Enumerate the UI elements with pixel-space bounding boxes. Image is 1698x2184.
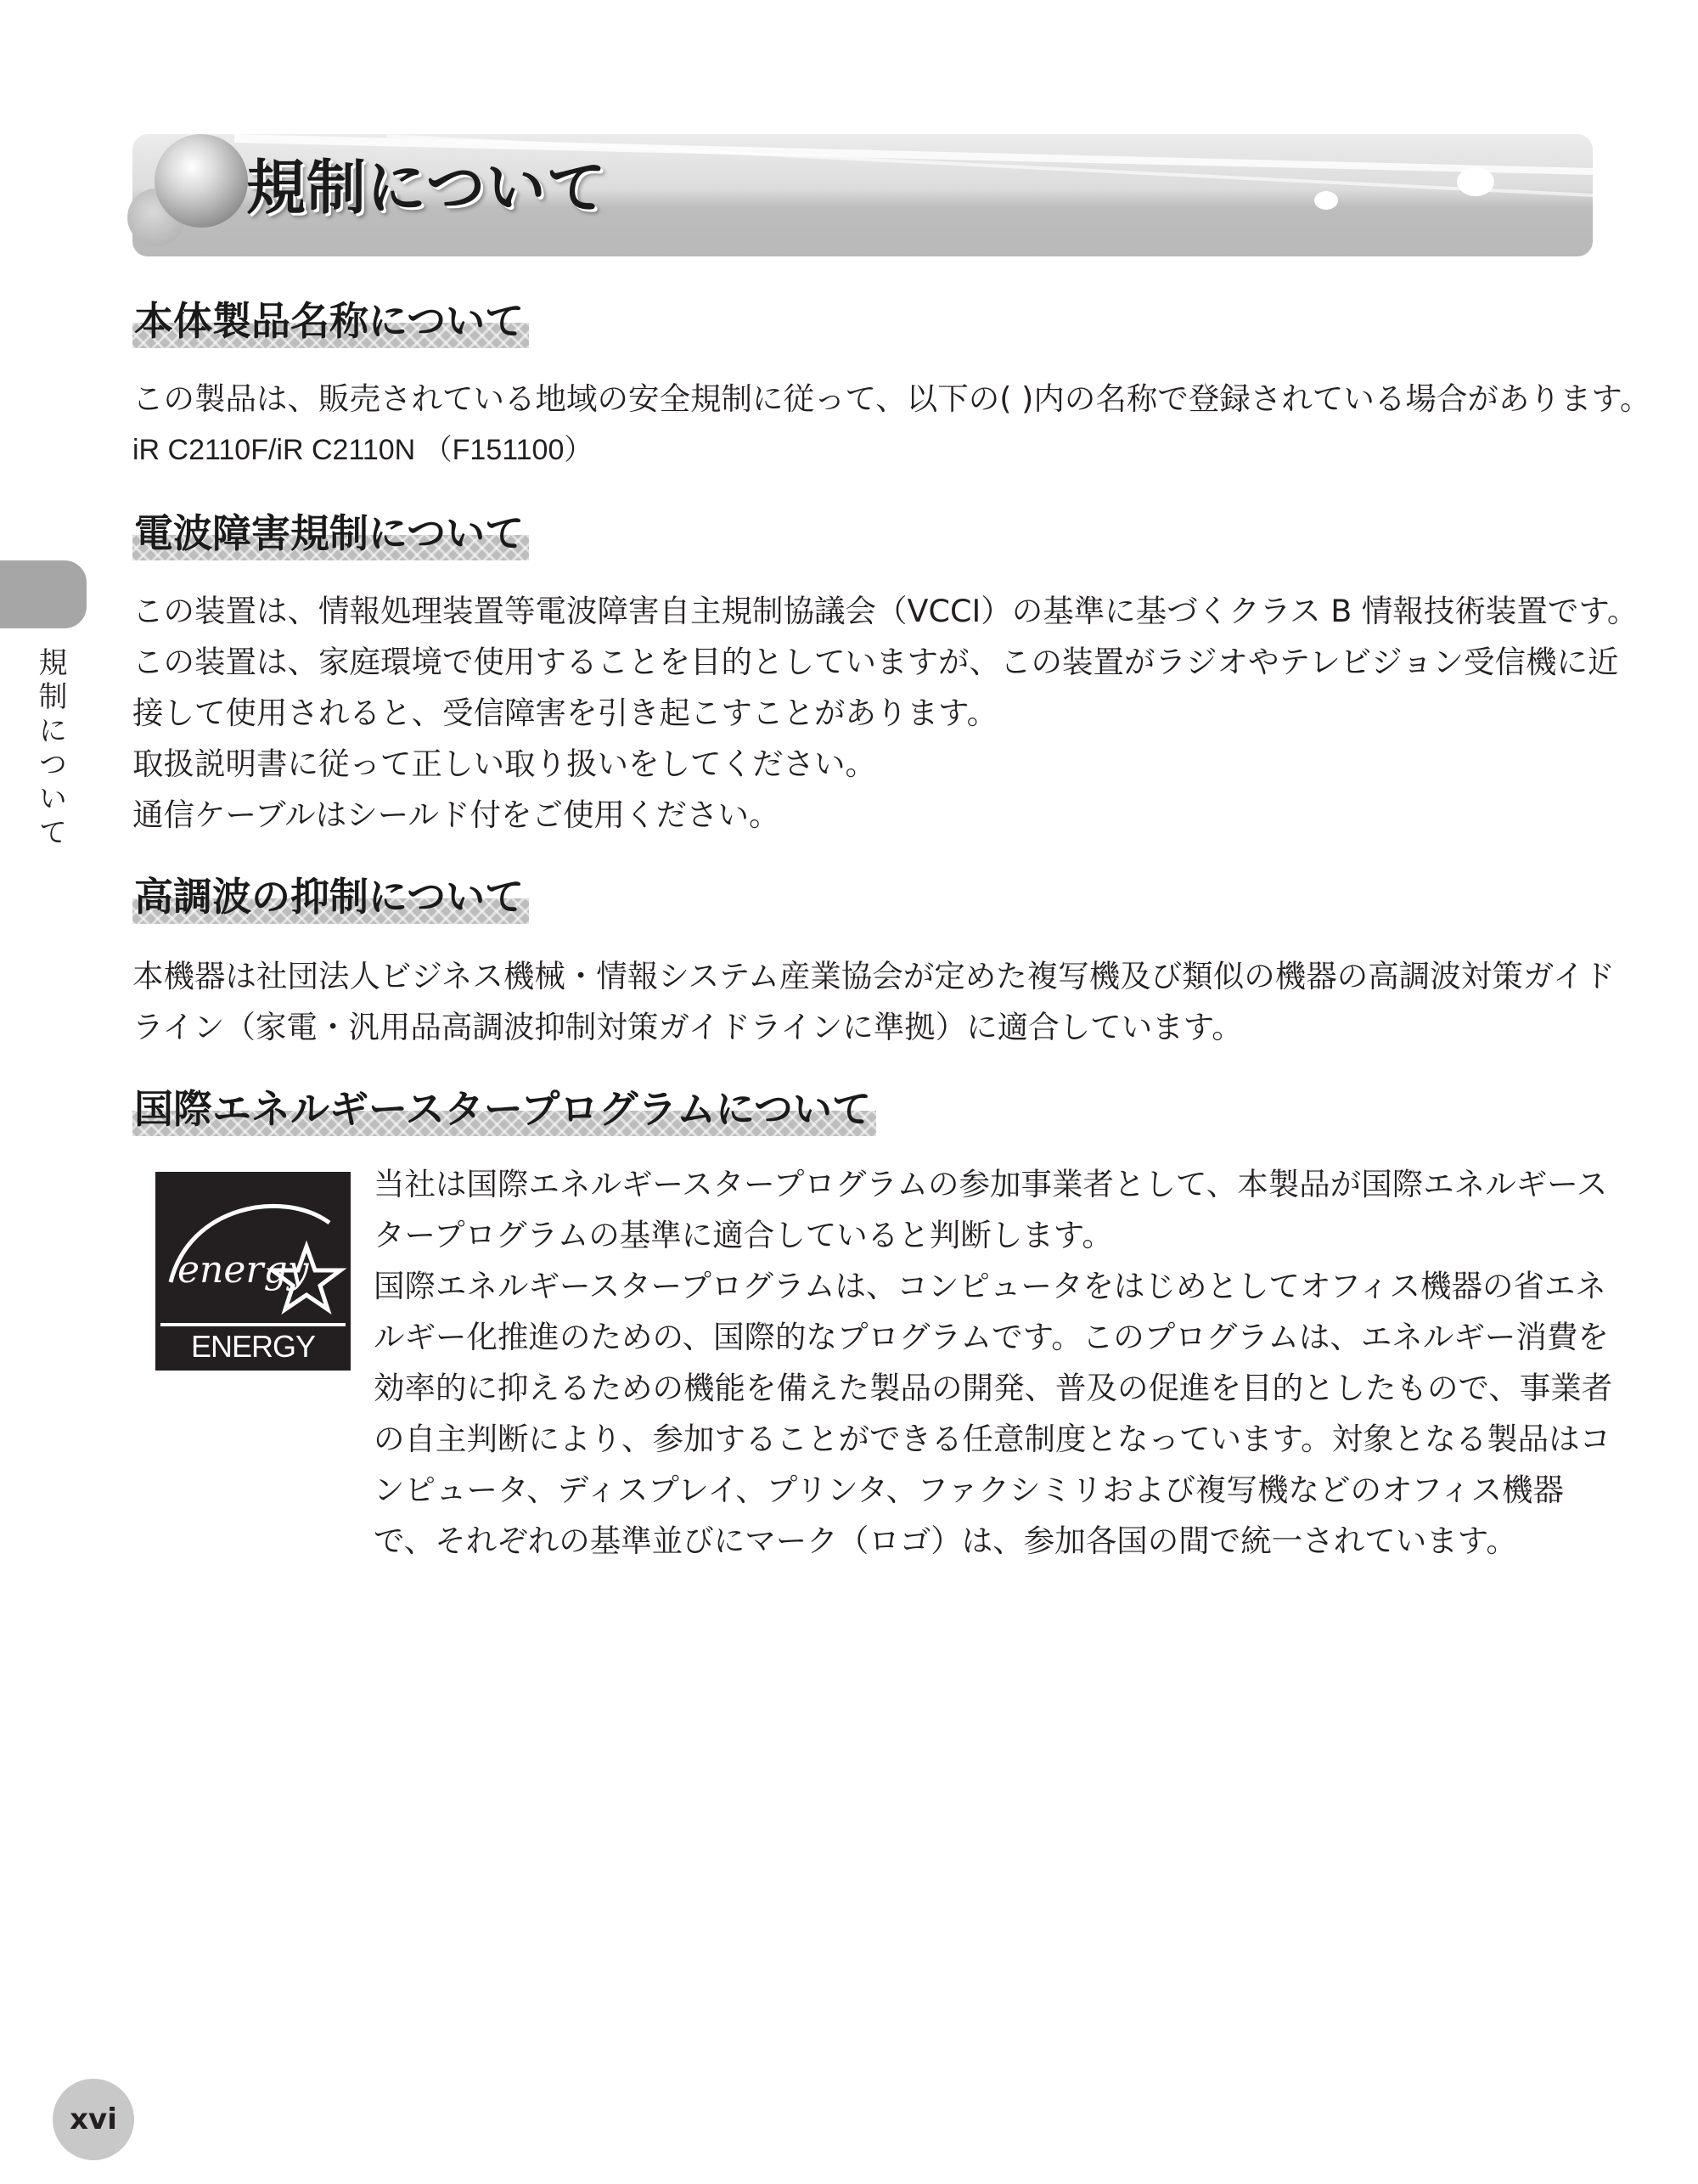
- body-line: 当社は国際エネルギースタープログラムの参加事業者として、本製品が国際エネルギース: [374, 1166, 1608, 1202]
- energy-star-mark-icon: [155, 1172, 351, 1325]
- section-body-energy-star: [374, 1159, 1613, 1567]
- body-line: 国際エネルギースタープログラムは、コンピュータをはじめとしてオフィス機器の省エネ: [374, 1268, 1606, 1304]
- section-body-harmonics: [132, 951, 1616, 1053]
- body-line: この装置は、家庭環境で使用することを目的としていますが、この装置がラジオやテレビジョン受信機に近: [132, 644, 1619, 680]
- section-heading-energy-star: 国際エネルギースタープログラムについて: [132, 1085, 876, 1136]
- chapter-side-tab: [0, 560, 87, 628]
- body-line: の自主判断により、参加することができる任意制度となっています。対象となる製品はコ: [374, 1421, 1611, 1457]
- body-line: この装置は、情報処理装置等電波障害自主規制協議会（VCCI）の基準に基づくクラス B 情報技術装置です。: [132, 593, 1639, 629]
- body-line: 接して使用されると、受信障害を引き起こすことがあります。: [132, 695, 998, 731]
- banner-sphere: [155, 134, 248, 228]
- body-line: ルギー化推進のための、国際的なプログラムです。このプログラムは、エネルギー消費を: [374, 1319, 1609, 1355]
- body-line: 本機器は社団法人ビジネス機械・情報システム産業協会が定めた複写機及び類似の機器の高調波対策ガイド: [132, 958, 1616, 994]
- body-line: ンピュータ、ディスプレイ、プリンタ、ファクシミリおよび複写機などのオフィス機器: [374, 1472, 1564, 1508]
- body-line: 効率的に抑えるための機能を備えた製品の開発、普及の促進を目的としたもので、事業者: [374, 1370, 1613, 1406]
- page-title: 規制について: [246, 153, 607, 222]
- section-body-radio-interference: [132, 586, 1639, 841]
- body-line: この製品は、販売されている地域の安全規制に従って、以下の( )内の名称で登録されている場合があります。: [132, 380, 1651, 417]
- energy-script-text: energy: [177, 1248, 309, 1292]
- section-heading-product-name: 本体製品名称について: [132, 297, 529, 348]
- section-heading-radio-interference: 電波障害規制について: [132, 509, 529, 560]
- body-line: 取扱説明書に従って正しい取り扱いをしてください。: [132, 746, 876, 782]
- body-line: ライン（家電・汎用品高調波抑制対策ガイドラインに準拠）に適合しています。: [132, 1009, 1243, 1045]
- energy-star-label: ENERGY STAR: [160, 1323, 346, 1367]
- section-body-product-name: [132, 374, 1651, 476]
- body-line: 通信ケーブルはシールド付をご使用ください。: [132, 796, 780, 833]
- section-heading-harmonics: 高調波の抑制について: [132, 873, 529, 924]
- chapter-side-label: 規制について: [33, 647, 67, 851]
- body-line: タープログラムの基準に適合していると判断します。: [374, 1217, 1113, 1253]
- page-number: xvi: [53, 2079, 134, 2160]
- body-line: で、それぞれの基準並びにマーク（ロゴ）は、参加各国の間で統一されています。: [374, 1523, 1517, 1559]
- body-line: iR C2110F/iR C2110N （F151100）: [132, 434, 593, 466]
- energy-star-logo: [155, 1172, 351, 1404]
